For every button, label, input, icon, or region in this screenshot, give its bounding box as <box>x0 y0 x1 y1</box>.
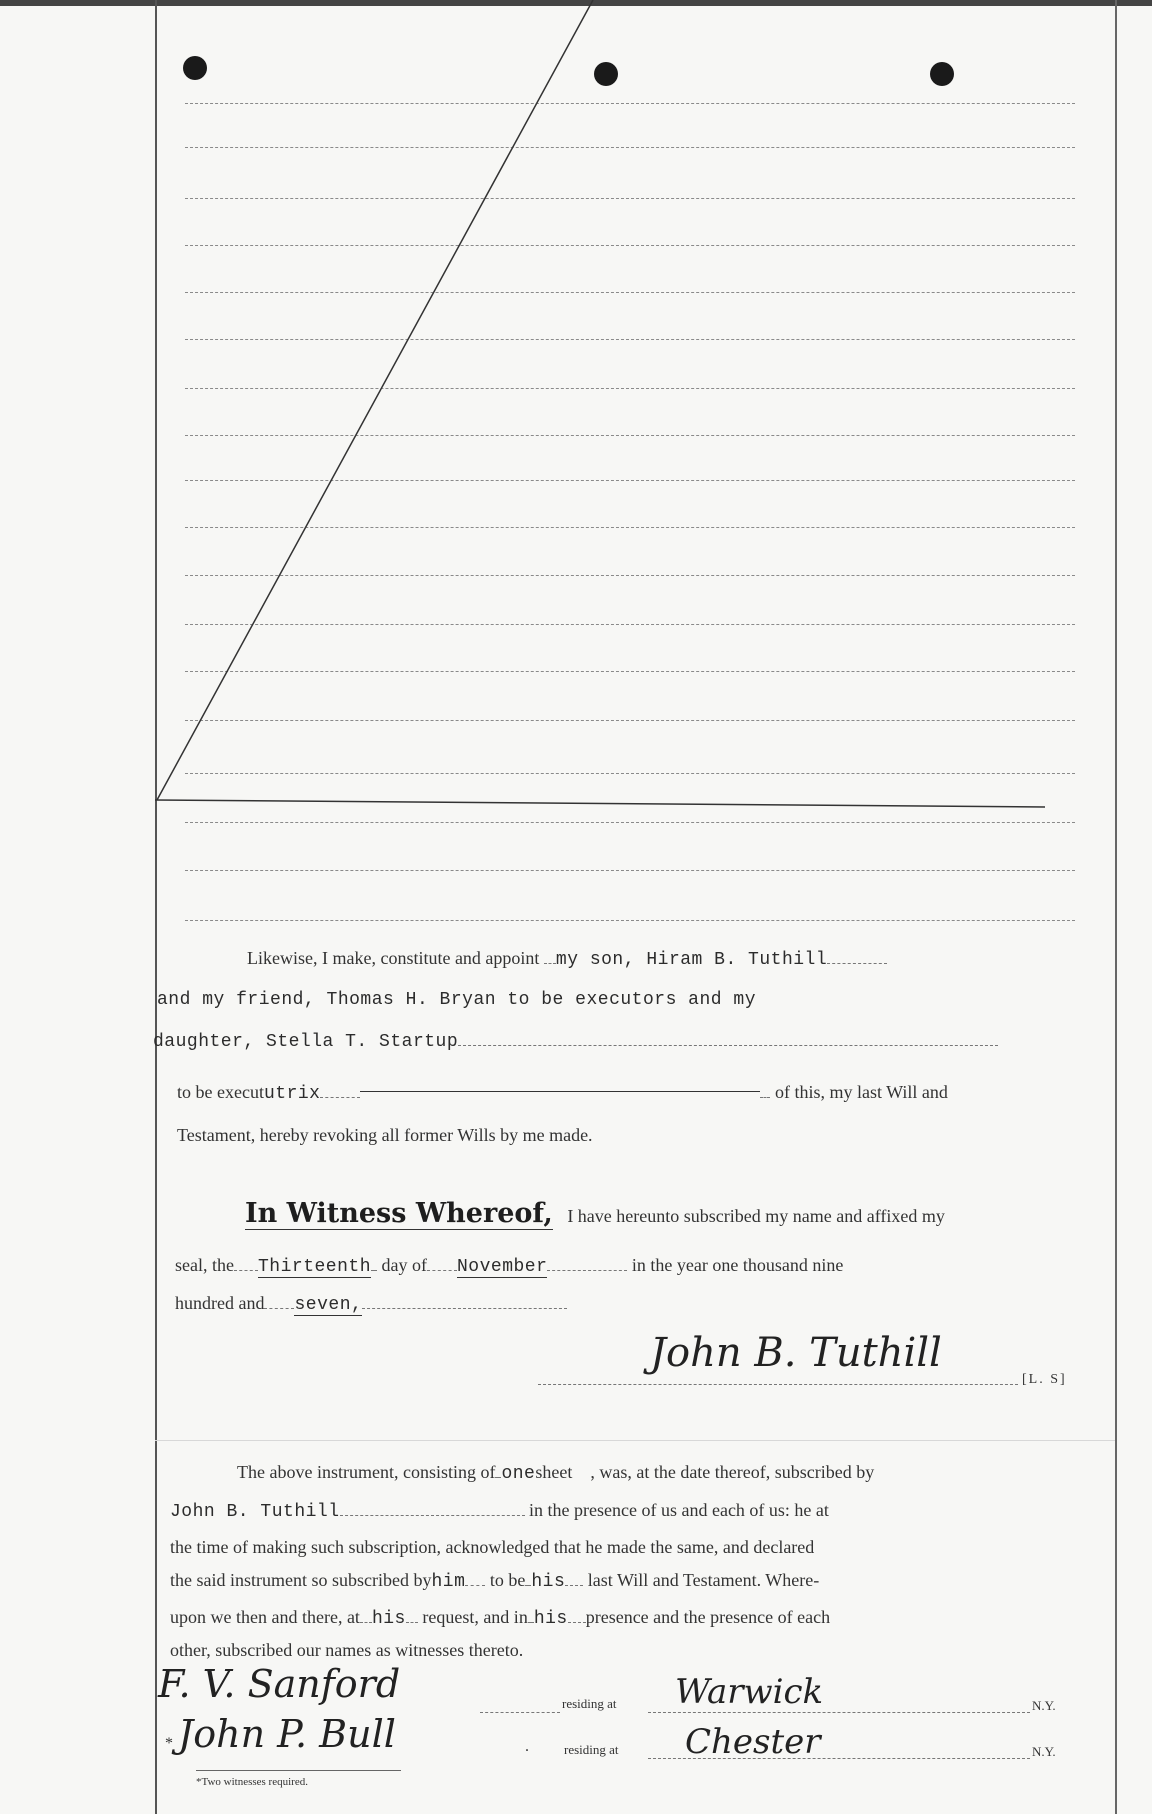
fill-line <box>568 1622 586 1623</box>
fold-crease <box>155 1440 1115 1441</box>
attest-line-5 <box>170 1607 830 1629</box>
attest-line-1 <box>237 1462 874 1484</box>
witness-2-residing: residing at <box>564 1742 619 1757</box>
fill-line <box>465 1585 485 1586</box>
month-typed: November <box>457 1257 548 1277</box>
appoint-paragraph <box>247 948 887 970</box>
witness-whereof-line <box>245 1198 945 1230</box>
exec-suffix: of this, my last Will and <box>774 1082 948 1102</box>
attest-line-3: the time of making such subscription, acknowledged that he made the same, and declared <box>170 1537 815 1557</box>
his-typed-3: his <box>533 1609 568 1629</box>
blank-line <box>185 920 1075 921</box>
hundred-label: hundred and <box>175 1293 265 1313</box>
strike-through-lines <box>0 0 1152 820</box>
attest-line-6: other, subscribed our names as witnesses thereto. <box>170 1640 524 1660</box>
executrix-line <box>177 1082 948 1104</box>
day-typed: Thirteenth <box>257 1257 372 1277</box>
footnote: *Two witnesses required. <box>196 1776 308 1788</box>
fill-line <box>547 1270 627 1271</box>
attest-line-2 <box>170 1500 829 1522</box>
fill-line <box>458 1045 998 1046</box>
testator-signature: John B. Tuthill <box>650 1330 942 1376</box>
his-typed-2: his <box>371 1609 406 1629</box>
appoint-typed-1: my son, Hiram B. Tuthill <box>555 950 828 970</box>
fill-line <box>480 1712 560 1713</box>
attest-p2: in the presence of us and each of us: he at <box>529 1500 829 1520</box>
attest-p5c: presence and the presence of each <box>585 1607 831 1627</box>
appoint-label: Likewise, I make, constitute and appoint <box>247 948 540 968</box>
fill-line <box>544 963 556 964</box>
fill-line <box>565 1585 583 1586</box>
witness-1-state: N.Y. <box>1032 1698 1056 1713</box>
attest-p4a: the said instrument so subscribed by <box>170 1570 432 1590</box>
fill-line <box>427 1270 457 1271</box>
sheets-typed: one <box>501 1464 536 1484</box>
his-typed-1: his <box>531 1572 566 1592</box>
blank-line <box>185 870 1075 871</box>
fill-line <box>760 1097 770 1098</box>
fill-line <box>362 1308 567 1309</box>
testament-line: Testament, hereby revoking all former Wills by me made. <box>177 1125 593 1145</box>
fill-line <box>264 1308 294 1309</box>
fill-line <box>827 963 887 964</box>
fill-line <box>340 1515 525 1516</box>
signature-line <box>538 1384 1018 1385</box>
witness-1-residing: residing at <box>562 1696 617 1711</box>
fill-line <box>648 1758 1030 1759</box>
attest-p5b: request, and in <box>422 1607 528 1627</box>
asterisk: * <box>165 1735 173 1752</box>
year-label: in the year one thousand nine <box>631 1255 844 1275</box>
seal-label: seal, the <box>175 1255 234 1275</box>
him-typed: him <box>431 1572 466 1592</box>
witness-2-place: Chester <box>685 1722 821 1762</box>
appoint-typed-3: daughter, Stella T. Startup <box>153 1032 459 1052</box>
ls-mark: [L. S] <box>1022 1372 1067 1387</box>
witness-2-signature: John P. Bull <box>178 1712 396 1756</box>
attest-p1b: sheet <box>535 1462 573 1482</box>
attest-p5a: upon we then and there, at <box>170 1607 360 1627</box>
fill-line <box>320 1097 360 1098</box>
witness-1-signature: F. V. Sanford <box>158 1662 401 1706</box>
dot-mark: . <box>525 1738 529 1755</box>
day-of-label: day of <box>381 1255 427 1275</box>
attest-p1c: , was, at the date thereof, subscribed by <box>590 1462 875 1482</box>
fill-line <box>234 1270 258 1271</box>
witness-line-1: I have hereunto subscribed my name and affixed my <box>567 1206 945 1226</box>
testator-name-typed: John B. Tuthill <box>170 1502 340 1522</box>
fill-line <box>406 1622 418 1623</box>
fill-line <box>648 1712 1030 1713</box>
exec-typed: utrix <box>263 1084 321 1104</box>
attest-p1a: The above instrument, consisting of <box>237 1462 496 1482</box>
attest-line-4 <box>170 1570 819 1592</box>
witness-2-state: N.Y. <box>1032 1744 1056 1759</box>
exec-prefix: to be execut <box>177 1082 264 1102</box>
fill-line <box>360 1622 372 1623</box>
blank-line <box>185 822 1075 823</box>
witness-whereof-heading: In Witness Whereof, <box>245 1198 553 1229</box>
appoint-typed-2: and my friend, Thomas H. Bryan to be executors and my <box>157 990 756 1010</box>
year-typed: seven, <box>294 1295 363 1315</box>
attest-p4b: to be <box>489 1570 526 1590</box>
attest-p4c: last Will and Testament. Where- <box>587 1570 820 1590</box>
strike-line <box>360 1091 760 1092</box>
date-line <box>175 1255 843 1278</box>
witness-1-place: Warwick <box>675 1672 824 1712</box>
year-line <box>175 1293 567 1316</box>
appoint-line-3 <box>153 1030 998 1052</box>
footnote-rule <box>196 1770 401 1771</box>
fill-line <box>371 1270 377 1271</box>
